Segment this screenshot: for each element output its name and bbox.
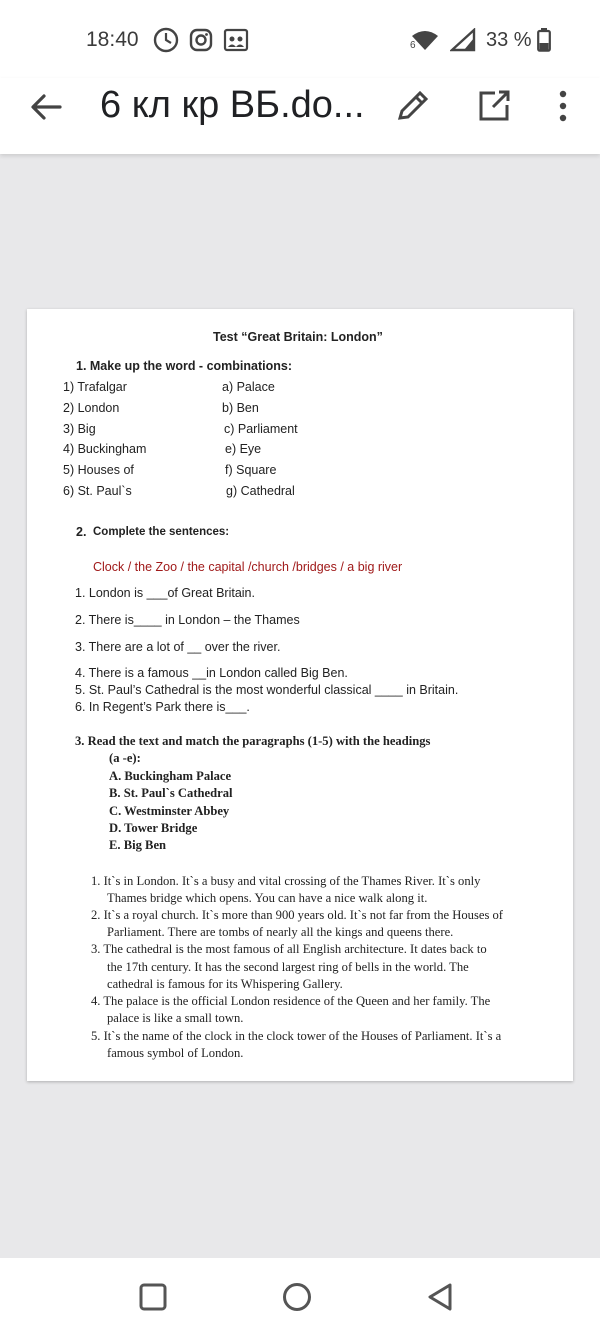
paragraph-line: famous symbol of London.: [107, 1046, 244, 1060]
sentence-6: 6. In Regent’s Park there is___.: [75, 700, 250, 714]
home-icon[interactable]: [281, 1281, 313, 1313]
word-left-3: 3) Big: [63, 422, 96, 436]
word-right-3: c) Parliament: [224, 422, 298, 436]
heading-option-e: E. Big Ben: [109, 838, 167, 852]
paragraph-line: cathedral is famous for its Whispering Gallery.: [107, 977, 343, 991]
heading-option-d: D. Tower Bridge: [109, 821, 198, 835]
clock-time: 18:40: [86, 28, 139, 51]
back-arrow-icon[interactable]: [28, 92, 64, 122]
battery-percentage: 33 %: [486, 29, 532, 51]
more-options-icon[interactable]: [555, 88, 571, 124]
paragraph-line: palace is like a small town.: [107, 1011, 244, 1025]
section1-title: 1. Make up the word - combinations:: [76, 359, 292, 373]
open-external-icon[interactable]: [475, 88, 513, 124]
word-bank: Clock / the Zoo / the capital /church /bridges / a big river: [93, 560, 403, 574]
heading-option-a: A. Buckingham Palace: [109, 769, 232, 783]
status-bar: [0, 0, 600, 78]
instagram-icon: [188, 26, 214, 54]
sentence-3: 3. There are a lot of __ over the river.: [75, 640, 281, 654]
clock-app-icon: [152, 26, 180, 54]
sentence-4: 4. There is a famous __in London called Big Ben.: [75, 666, 348, 680]
document-heading: Test “Great Britain: London”: [213, 330, 383, 344]
paragraph-line: 4. The palace is the official London residence of the Queen and her family. The: [91, 994, 491, 1008]
signal-icon: [450, 28, 476, 52]
paragraph-line: Parliament. There are tombs of nearly all the kings and queens there.: [107, 925, 454, 939]
word-left-2: 2) London: [63, 401, 120, 415]
group-chat-icon: [222, 26, 250, 54]
paragraph-line: 2. It`s a royal church. It`s more than 900 years old. It`s not far from the Houses of: [91, 908, 503, 922]
paragraph-line: Thames bridge which opens. You can have a nice walk along it.: [107, 891, 428, 905]
section3-title: 3. Read the text and match the paragraphs (1-5) with the headings: [75, 734, 431, 748]
paragraph-line: the 17th century. It has the second largest ring of bells in the world. The: [107, 960, 469, 974]
word-left-5: 5) Houses of: [63, 463, 134, 477]
heading-option-c: C. Westminster Abbey: [109, 804, 230, 818]
word-right-1: a) Palace: [222, 380, 275, 394]
heading-option-b: B. St. Paul`s Cathedral: [109, 786, 233, 800]
sentence-2: 2. There is____ in London – the Thames: [75, 613, 300, 627]
word-right-2: b) Ben: [222, 401, 259, 415]
section2-title: Complete the sentences:: [93, 526, 230, 538]
sentence-5: 5. St. Paul’s Cathedral is the most wonderful classical ____ in Britain.: [75, 683, 459, 697]
word-left-6: 6) St. Paul`s: [63, 484, 132, 498]
word-left-1: 1) Trafalgar: [63, 380, 127, 394]
word-left-4: 4) Buckingham: [63, 442, 147, 456]
section2-number: 2.: [76, 525, 87, 539]
wifi-badge: 6: [410, 40, 416, 51]
back-nav-icon[interactable]: [424, 1281, 456, 1313]
document-page: [27, 309, 573, 1081]
edit-pencil-icon[interactable]: [394, 88, 432, 124]
battery-icon: [537, 28, 551, 52]
paragraph-line: 1. It`s in London. It`s a busy and vital crossing of the Thames River. It`s only: [91, 874, 481, 888]
word-right-5: f) Square: [225, 463, 277, 477]
recent-apps-icon[interactable]: [138, 1282, 168, 1312]
paragraph-line: 3. The cathedral is the most famous of all English architecture. It dates back to: [91, 942, 487, 956]
word-right-4: e) Eye: [225, 442, 262, 456]
paragraph-line: 5. It`s the name of the clock in the clock tower of the Houses of Parliament. It`s a: [91, 1029, 502, 1043]
word-right-6: g) Cathedral: [226, 484, 295, 498]
document-title: 6 кл кр ВБ.do...: [100, 84, 365, 126]
section3-title-cont: (a -e):: [109, 751, 141, 765]
sentence-1: 1. London is ___of Great Britain.: [75, 586, 255, 600]
navigation-bar: [0, 1258, 600, 1333]
